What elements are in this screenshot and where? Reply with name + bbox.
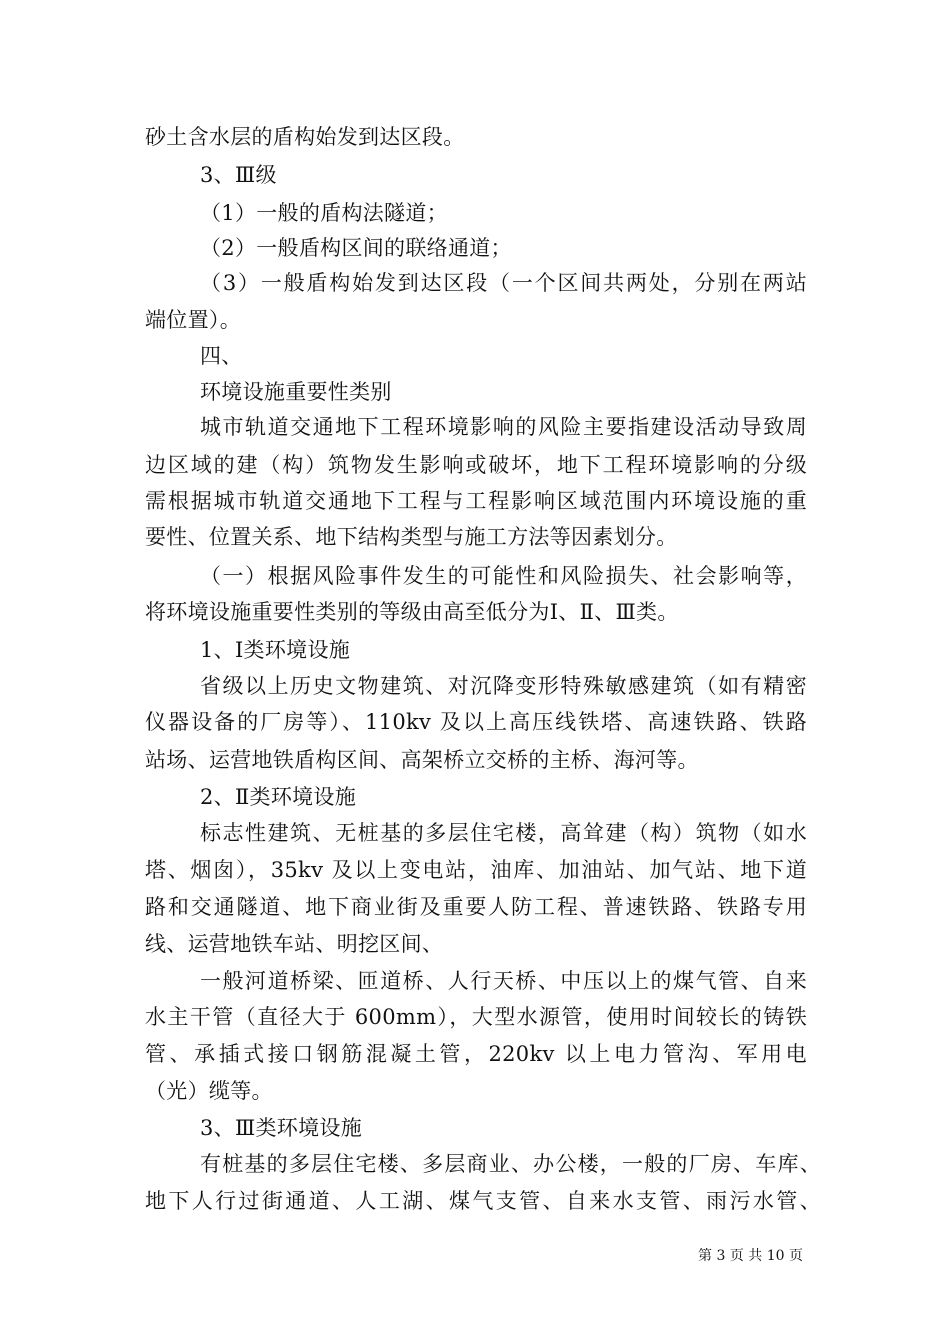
list-item: （3）一般盾构始发到达区段（一个区间共两处，分别在两站 xyxy=(200,271,807,295)
paragraph-line: 仪器设备的厂房等）、110kv 及以上高压线铁塔、高速铁路、铁路 xyxy=(145,710,807,734)
list-item: （2）一般盾构区间的联络通道； xyxy=(200,236,512,260)
paragraph-line: （光）缆等。 xyxy=(145,1079,273,1103)
paragraph-line: 路和交通隧道、地下商业街及重要人防工程、普速铁路、铁路专用 xyxy=(145,895,807,919)
paragraph-line: 城市轨道交通地下工程环境影响的风险主要指建设活动导致周 xyxy=(200,415,807,439)
paragraph-line: 站场、运营地铁盾构区间、高架桥立交桥的主桥、海河等。 xyxy=(145,748,699,772)
section-heading: 1、Ⅰ类环境设施 xyxy=(200,638,351,662)
text-line: 砂土含水层的盾构始发到达区段。 xyxy=(145,125,465,149)
section-heading: 环境设施重要性类别 xyxy=(200,380,392,404)
paragraph-line: 标志性建筑、无桩基的多层住宅楼，高耸建（构）筑物（如水 xyxy=(200,821,807,845)
paragraph-line: 省级以上历史文物建筑、对沉降变形特殊敏感建筑（如有精密 xyxy=(200,674,807,698)
paragraph-line: 线、运营地铁车站、明挖区间、 xyxy=(145,932,444,956)
paragraph-line: 管、承插式接口钢筋混凝土管，220kv 以上电力管沟、军用电 xyxy=(145,1042,807,1066)
section-heading: 2、Ⅱ类环境设施 xyxy=(200,785,357,809)
list-item: （1）一般的盾构法隧道； xyxy=(200,201,448,225)
text-line: 端位置）。 xyxy=(145,308,241,332)
section-heading: 3、Ⅲ级 xyxy=(200,163,277,187)
section-heading: 3、Ⅲ类环境设施 xyxy=(200,1116,363,1140)
paragraph-line: 要性、位置关系、地下结构类型与施工方法等因素划分。 xyxy=(145,525,678,549)
paragraph-line: 水主干管（直径大于 600mm），大型水源管，使用时间较长的铸铁 xyxy=(145,1005,807,1029)
paragraph-line: 有桩基的多层住宅楼、多层商业、办公楼，一般的厂房、车库、 xyxy=(200,1152,821,1176)
paragraph-line: 需根据城市轨道交通地下工程与工程影响区域范围内环境设施的重 xyxy=(145,489,807,513)
paragraph-line: 一般河道桥梁、匝道桥、人行天桥、中压以上的煤气管、自来 xyxy=(200,969,807,993)
paragraph-line: 塔、烟囱），35kv 及以上变电站，油库、加油站、加气站、地下道 xyxy=(145,858,807,882)
section-heading: 四、 xyxy=(200,344,243,368)
paragraph-line: 地下人行过街通道、人工湖、煤气支管、自来水支管、雨污水管、 xyxy=(145,1189,821,1213)
page-number-footer: 第 3 页 共 10 页 xyxy=(698,1248,803,1264)
paragraph-line: （一）根据风险事件发生的可能性和风险损失、社会影响等， xyxy=(200,564,807,588)
paragraph-line: 将环境设施重要性类别的等级由高至低分为Ⅰ、Ⅱ、Ⅲ类。 xyxy=(145,600,679,624)
paragraph-line: 边区域的建（构）筑物发生影响或破坏，地下工程环境影响的分级 xyxy=(145,453,807,477)
